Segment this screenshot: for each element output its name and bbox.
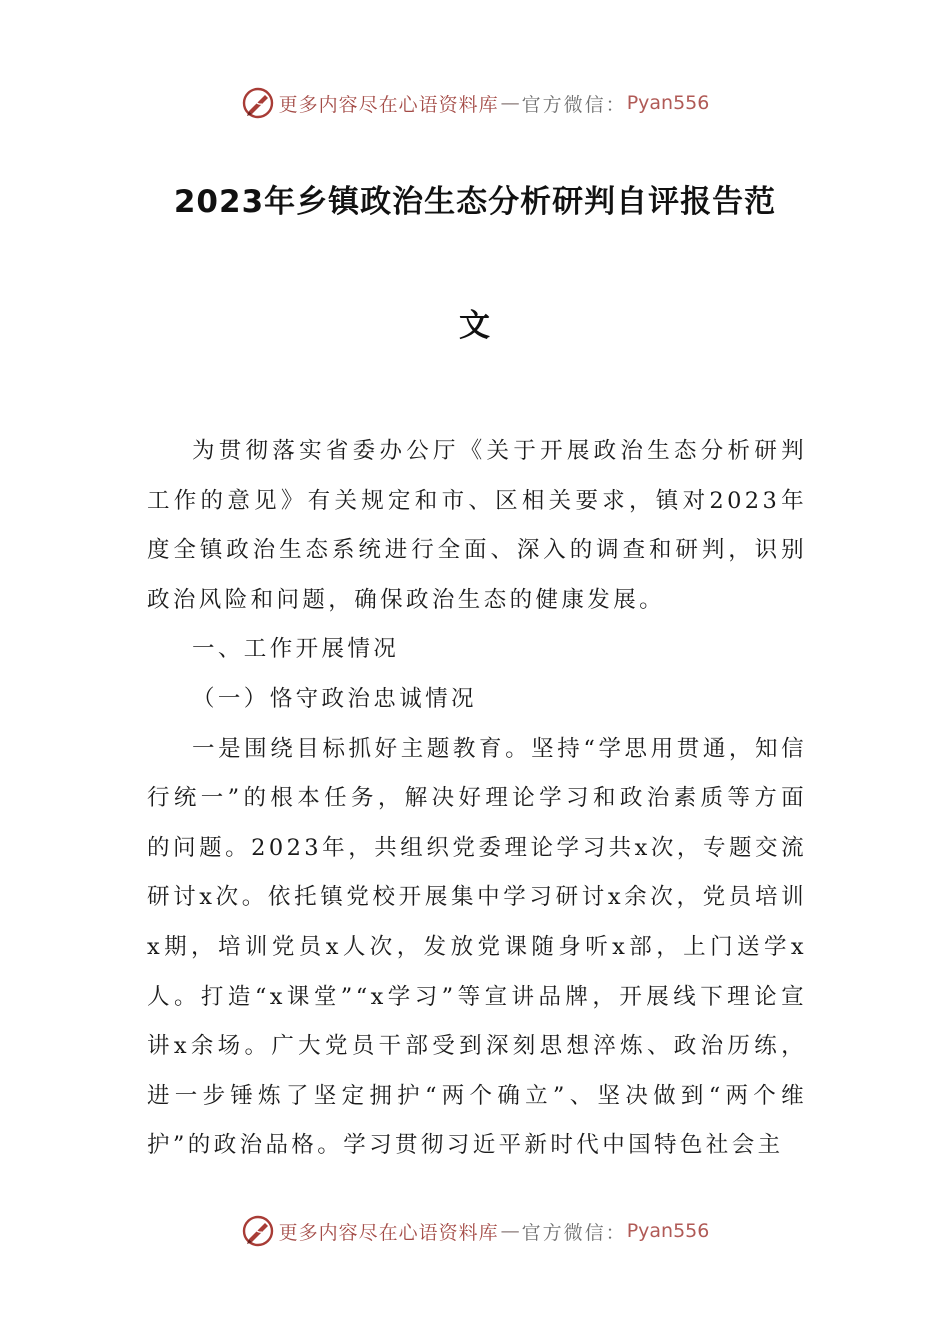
document-title-line-1: 2023年乡镇政治生态分析研判自评报告范 (173, 184, 777, 220)
document-title-line-2: 文 (459, 308, 491, 344)
watermark-main-text: 更多内容尽在心语资料库 (278, 93, 499, 116)
header-watermark (0, 86, 950, 120)
watermark-dash: — (500, 92, 520, 114)
watermark-main-text: 更多内容尽在心语资料库 (278, 1221, 499, 1244)
watermark-official-text: 官方微信： (521, 93, 627, 116)
pen-circle-logo-icon (241, 86, 275, 120)
watermark-dash: — (500, 1220, 520, 1242)
subsection-heading-1: （一）恪守政治忠诚情况 (192, 685, 477, 712)
pen-circle-logo-icon (241, 1214, 275, 1248)
paragraph-intro: 为贯彻落实省委办公厅《关于开展政治生态分析研判工作的意见》有关规定和市、区相关要求，镇对2023年度全镇政治生态系统进行全面、深入的调查和研判，识别政治风险和问题，确保政治生态的健康发展。 (147, 438, 807, 613)
document-body (147, 427, 807, 1171)
watermark-official-text: 官方微信： (521, 1221, 627, 1244)
watermark-wechat-id: Pyan556 (626, 92, 710, 114)
paragraph-theme-education: 一是围绕目标抓好主题教育。坚持“学思用贯通，知信行统一”的根本任务，解决好理论学习和政治素质等方面的问题。2023年，共组织党委理论学习共x次，专题交流研讨x次。依托镇党校开展集中学习研讨x余次，党员培训x期，培训党员x人次，发放党课随身听x部，上门送学x人。打造“x课堂”“x学习”等宣讲品牌，开展线下理论宣讲x余场。广大党员干部受到深刻思想淬炼、政治历练，进一步锤炼了坚定拥护“两个确立”、坚决做到“两个维护”的政治品格。学习贯彻习近平新时代中国特色社会主 (147, 735, 807, 1159)
watermark-wechat-id: Pyan556 (626, 1220, 710, 1242)
section-heading-1: 一、工作开展情况 (192, 636, 400, 663)
footer-watermark (0, 1214, 950, 1248)
